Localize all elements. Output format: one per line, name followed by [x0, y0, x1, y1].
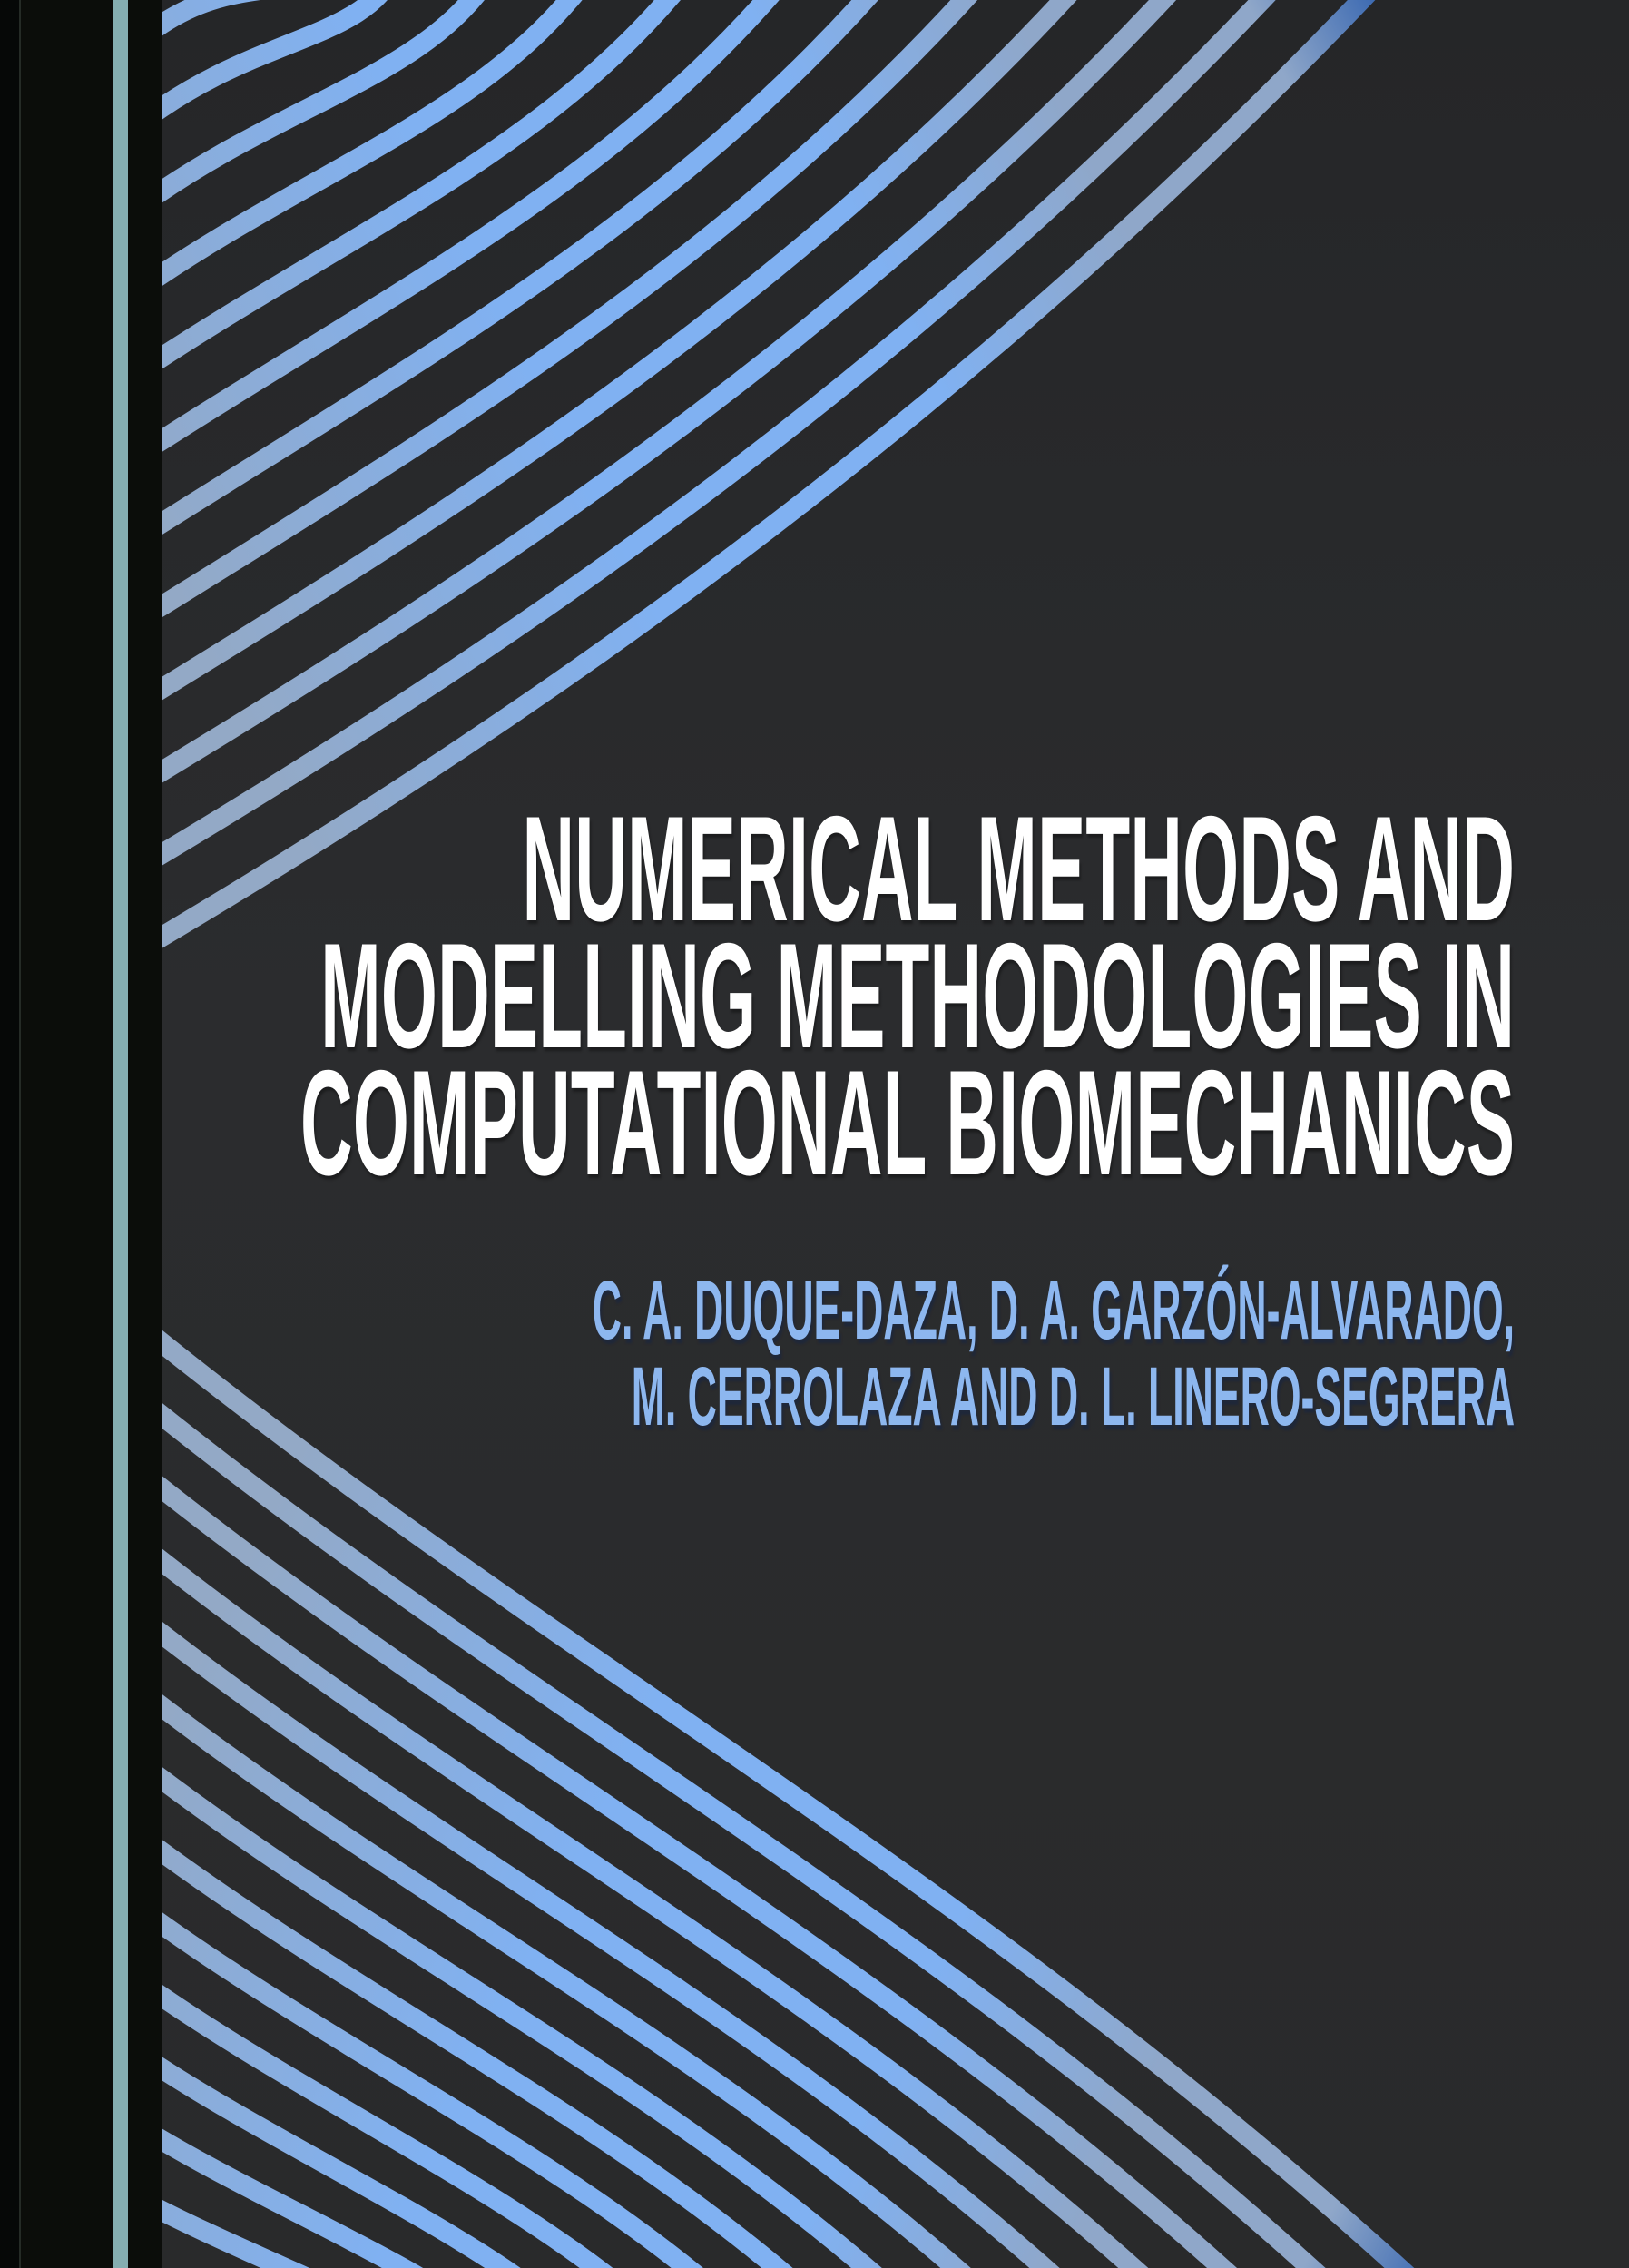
- author-line-1: C. A. DUQUE-DAZA, D. A. GARZÓN-ALVARADO,: [592, 1264, 1515, 1357]
- cover-front: [162, 0, 1629, 2268]
- wave-line: [162, 0, 797, 458]
- title-block: [0, 785, 1515, 1443]
- wave-line: [162, 1685, 1017, 2268]
- wave-line: [162, 0, 397, 128]
- book-title-line-1: NUMERICAL METHODS AND: [522, 785, 1515, 952]
- book-title-line-2: MODELLING METHODOLOGIES IN: [320, 912, 1515, 1079]
- wave-bundle-bottom: [162, 1321, 1459, 2268]
- wave-line: [162, 2124, 486, 2268]
- book-authors: [0, 1264, 1515, 1443]
- author-line-2: M. CERROLAZA AND D. L. LINERO-SEGRERA: [631, 1350, 1515, 1443]
- wave-line: [162, 1904, 751, 2268]
- book-title-line-3: COMPUTATIONAL BIOMECHANICS: [299, 1039, 1515, 1206]
- wave-line: [162, 0, 1196, 788]
